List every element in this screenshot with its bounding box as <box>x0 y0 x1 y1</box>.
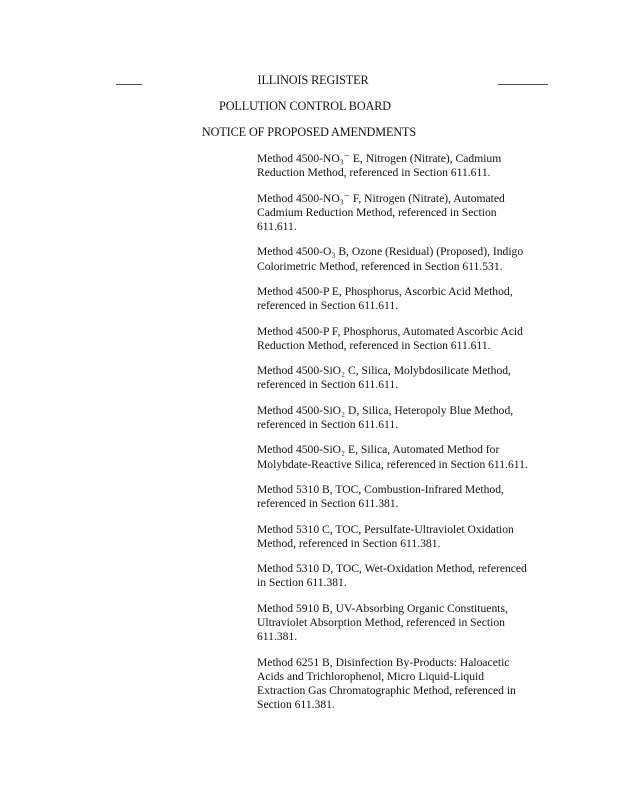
method-entry-line: Method 4500-SiO₂ C, Silica, Molybdosilicate Method, <box>257 364 511 378</box>
method-entry-line: 611.611. <box>257 220 297 233</box>
method-entry-line: Method 4500-O₃ B, Ozone (Residual) (Proposed), Indigo <box>257 245 524 259</box>
method-entry <box>257 152 557 180</box>
method-entry <box>257 192 557 235</box>
method-entry-line: Method 5910 B, UV-Absorbing Organic Constituents, <box>257 601 508 615</box>
method-entry-line: Cadmium Reduction Method, referenced in Section <box>257 205 497 219</box>
method-entry-line: Method 5310 B, TOC, Combustion-Infrared Method, <box>257 482 504 496</box>
method-entry-line: Method 4500-SiO₂ E, Silica, Automated Method for <box>257 443 500 457</box>
method-entry-line: referenced in Section 611.611. <box>257 378 399 392</box>
method-entry-line: Method 4500-SiO₂ D, Silica, Heteropoly Blue Method, <box>257 403 514 417</box>
method-entry-line: referenced in Section 611.381. <box>257 497 399 511</box>
method-entry-line: in Section 611.381. <box>257 576 347 590</box>
method-entry <box>257 404 557 432</box>
method-entry-line: Ultraviolet Absorption Method, referenced in Section <box>257 615 505 629</box>
method-list <box>257 152 557 724</box>
method-entry-line: Extraction Gas Chromatographic Method, referenced in <box>257 683 516 697</box>
method-entry-line: Method, referenced in Section 611.381. <box>257 536 441 550</box>
method-entry-line: Method 4500-P F, Phosphorus, Automated Ascorbic Acid <box>257 324 523 338</box>
method-entry <box>257 523 557 551</box>
method-entry-line: Colorimetric Method, referenced in Section 611.531. <box>257 259 503 273</box>
method-entry-line: Method 6251 B, Disinfection By-Products: Haloacetic <box>257 655 510 669</box>
method-entry <box>257 325 557 353</box>
method-entry <box>257 656 557 713</box>
register-title: ILLINOIS REGISTER <box>257 73 369 87</box>
method-entry <box>257 364 557 392</box>
method-entry-line: Method 4500-NO₃⁻ E, Nitrogen (Nitrate), Cadmium <box>257 152 502 165</box>
method-entry-line: Method 4500-P E, Phosphorus, Ascorbic Acid Method, <box>257 284 513 298</box>
method-entry <box>257 285 557 313</box>
method-entry-line: Method 5310 C, TOC, Persulfate-Ultraviolet Oxidation <box>257 522 514 536</box>
method-entry-line: Molybdate-Reactive Silica, referenced in Section 611.611. <box>257 457 528 471</box>
method-entry-line: Reduction Method, referenced in Section 611.611. <box>257 338 491 352</box>
method-entry-line: Acids and Trichlorophenol, Micro Liquid-Liquid <box>257 669 485 683</box>
method-entry <box>257 602 557 645</box>
method-entry-line: Method 4500-NO₃⁻ F, Nitrogen (Nitrate), Automated <box>257 191 505 205</box>
method-entry <box>257 245 557 273</box>
method-entry <box>257 562 557 590</box>
notice-title: NOTICE OF PROPOSED AMENDMENTS <box>201 125 417 139</box>
method-entry-line: 611.381. <box>257 630 298 644</box>
method-entry-line: Section 611.381. <box>257 698 335 712</box>
board-title: POLLUTION CONTROL BOARD <box>219 99 391 113</box>
method-entry-line: referenced in Section 611.611. <box>257 299 399 313</box>
method-entry-line: Reduction Method, referenced in Section 611.611. <box>257 166 491 180</box>
method-entry-line: Method 5310 D, TOC, Wet-Oxidation Method, referenced <box>257 562 527 576</box>
method-entry-line: referenced in Section 611.611. <box>257 417 399 431</box>
method-entry <box>257 443 557 471</box>
method-entry <box>257 483 557 511</box>
